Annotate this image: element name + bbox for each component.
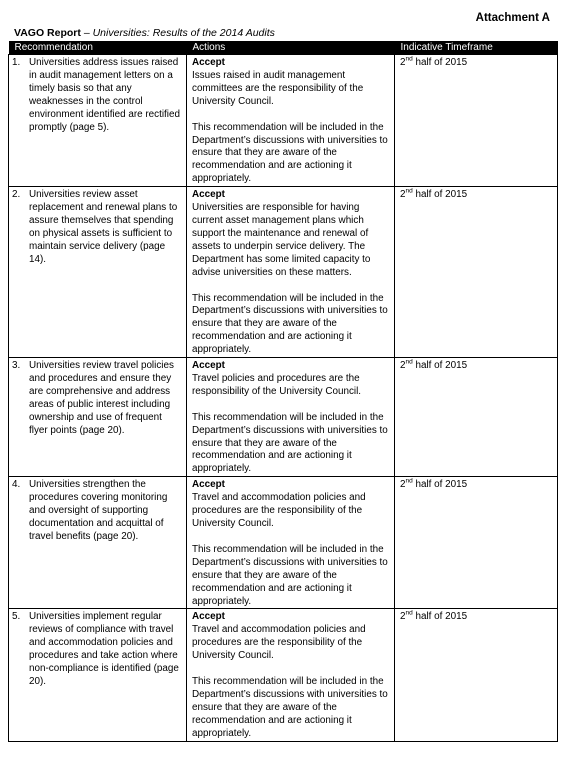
recommendation-text: Universities implement regular reviews of compliance with travel and accommodation policies and procedures and take action where non-compliance is identified (page 20). bbox=[29, 611, 179, 687]
row-number: 4. bbox=[12, 479, 21, 491]
table-header-row bbox=[9, 41, 558, 55]
timeframe-cell bbox=[395, 477, 558, 609]
timeframe-value bbox=[400, 189, 467, 200]
recommendation-cell bbox=[9, 477, 187, 609]
header-actions: Actions bbox=[187, 41, 395, 55]
timeframe-ordinal-suffix: nd bbox=[405, 187, 413, 195]
timeframe-period: half of 2015 bbox=[412, 611, 468, 623]
row-number: 2. bbox=[12, 189, 21, 201]
action-text: Universities are responsible for having current asset management plans which support the maintenance and renewal of assets to underpin service delivery. The Department has some limited capacity to advise universities on these matters. bbox=[192, 202, 371, 278]
timeframe-value bbox=[400, 611, 467, 622]
row-number: 5. bbox=[12, 611, 21, 623]
header-recommendation: Recommendation bbox=[9, 41, 187, 55]
timeframe-cell bbox=[395, 609, 558, 741]
accept-status: Accept bbox=[192, 360, 225, 372]
actions-cell bbox=[187, 358, 395, 477]
recommendations-table bbox=[8, 41, 558, 742]
table-row bbox=[9, 187, 558, 358]
timeframe-ordinal: 2 bbox=[400, 611, 406, 623]
recommendation-cell bbox=[9, 609, 187, 741]
table-row bbox=[9, 477, 558, 609]
timeframe-ordinal: 2 bbox=[400, 189, 406, 201]
actions-cell bbox=[187, 609, 395, 741]
action-followup-text: This recommendation will be included in the Department’s discussions with universities to ensure that they are aware of the recommendation and are actioning it appropriately. bbox=[192, 543, 388, 607]
timeframe-ordinal: 2 bbox=[400, 479, 406, 491]
accept-status: Accept bbox=[192, 479, 225, 491]
recommendation-text: Universities review travel policies and procedures and ensure they are comprehensive and address areas of public interest including ownership and use of frequent flyer points (page 20). bbox=[29, 360, 174, 436]
actions-cell bbox=[187, 477, 395, 609]
recommendation-text: Universities review asset replacement and renewal plans to assure themselves that spending on physical assets is sufficient to maintain service delivery (page 14). bbox=[29, 189, 178, 265]
action-text: Travel policies and procedures are the responsibility of the University Council. bbox=[192, 372, 362, 397]
header-timeframe: Indicative Timeframe bbox=[395, 41, 558, 55]
action-text: Travel and accommodation policies and procedures are the responsibility of the University Council. bbox=[192, 492, 366, 529]
timeframe-period: half of 2015 bbox=[412, 479, 468, 491]
recommendation-cell bbox=[9, 187, 187, 358]
timeframe-cell bbox=[395, 358, 558, 477]
timeframe-ordinal-suffix: nd bbox=[405, 358, 413, 366]
accept-status: Accept bbox=[192, 611, 225, 623]
action-text: Travel and accommodation policies and procedures are the responsibility of the University Council. bbox=[192, 624, 366, 662]
row-number: 1. bbox=[12, 57, 21, 68]
report-title-bold: VAGO Report bbox=[14, 27, 81, 39]
actions-cell bbox=[187, 55, 395, 187]
action-followup-text: This recommendation will be included in the Department’s discussions with universities to ensure that they are aware of the recommendation and are actioning it appropriately. bbox=[192, 411, 388, 475]
recommendation-cell bbox=[9, 55, 187, 187]
timeframe-ordinal-suffix: nd bbox=[405, 55, 413, 63]
action-followup-text: This recommendation will be included in the Department’s discussions with universities to ensure that they are aware of the recommendation and are actioning it appropriately. bbox=[192, 676, 388, 739]
actions-cell bbox=[187, 187, 395, 358]
accept-status: Accept bbox=[192, 57, 225, 68]
report-title-italic: Universities: Results of the 2014 Audits bbox=[92, 27, 275, 39]
timeframe-cell bbox=[395, 187, 558, 358]
timeframe-value bbox=[400, 360, 467, 371]
timeframe-cell bbox=[395, 55, 558, 187]
timeframe-ordinal-suffix: nd bbox=[405, 477, 413, 485]
table-row bbox=[9, 609, 558, 741]
recommendation-text: Universities strengthen the procedures covering monitoring and oversight of supporting documentation and acquittal of travel benefits (page 20). bbox=[29, 479, 168, 542]
report-title bbox=[14, 27, 275, 39]
timeframe-period: half of 2015 bbox=[412, 360, 468, 372]
timeframe-period: half of 2015 bbox=[412, 189, 468, 201]
report-title-separator: – bbox=[80, 27, 93, 39]
table-row bbox=[9, 55, 558, 187]
action-followup-text: This recommendation will be included in the Department’s discussions with universities to ensure that they are aware of the recommendation and are actioning it appropriately. bbox=[192, 292, 388, 356]
action-followup-text: This recommendation will be included in the Department’s discussions with universities to ensure that they are aware of the recommendation and are actioning it appropriately. bbox=[192, 121, 388, 185]
timeframe-value bbox=[400, 479, 467, 490]
timeframe-ordinal: 2 bbox=[400, 360, 406, 372]
recommendation-cell bbox=[9, 358, 187, 477]
action-text: Issues raised in audit management committees are the responsibility of the University Council. bbox=[192, 69, 364, 107]
timeframe-value bbox=[400, 57, 467, 68]
timeframe-period: half of 2015 bbox=[412, 57, 468, 68]
timeframe-ordinal-suffix: nd bbox=[405, 610, 413, 618]
timeframe-ordinal: 2 bbox=[400, 57, 406, 68]
table-row bbox=[9, 358, 558, 477]
attachment-label: Attachment A bbox=[475, 12, 550, 24]
recommendation-text: Universities address issues raised in audit management letters on a timely basis so that any weaknesses in the control environment identified are rectified promptly (page 5). bbox=[29, 57, 180, 133]
accept-status: Accept bbox=[192, 189, 225, 201]
row-number: 3. bbox=[12, 360, 21, 372]
